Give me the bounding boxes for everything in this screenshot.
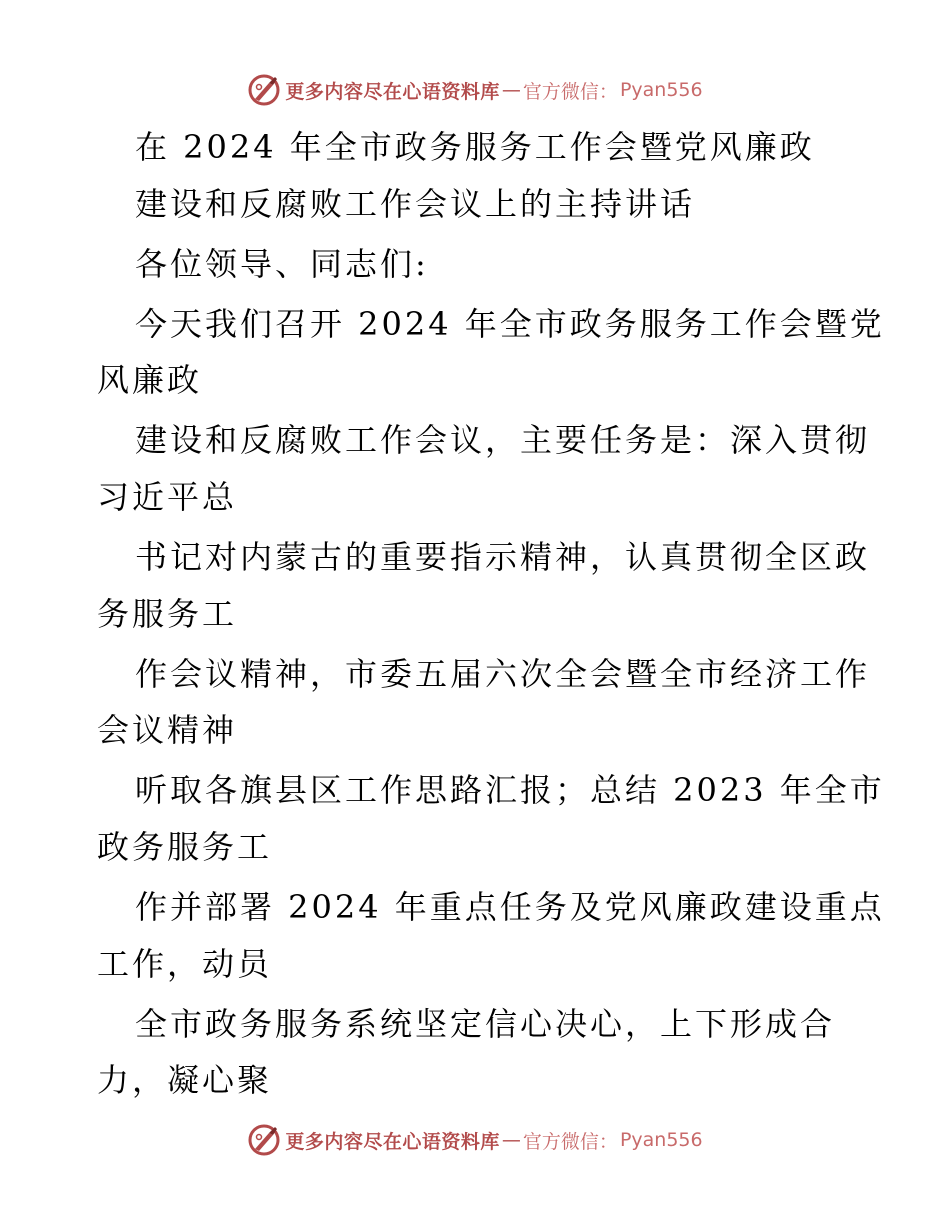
footer-watermark-banner <box>0 1120 950 1160</box>
header-watermark-banner <box>0 70 950 110</box>
paragraph-line: 会议精神 <box>97 711 238 749</box>
banner-wechat-id: Pyan556 <box>619 1129 703 1151</box>
quill-pen-logo-icon <box>247 1123 281 1157</box>
paragraph-line: 听取各旗县区工作思路汇报；总结 2023 年全市 <box>135 771 885 809</box>
banner-wechat-label: 官方微信： <box>522 1130 618 1153</box>
paragraph-line: 务服务工 <box>97 595 238 633</box>
banner-wechat-label: 官方微信： <box>522 80 618 103</box>
paragraph-line: 建设和反腐败工作会议，主要任务是：深入贯彻 <box>135 421 871 459</box>
paragraph-line: 风廉政 <box>97 361 203 399</box>
quill-pen-logo-icon <box>247 73 281 107</box>
banner-dash: — <box>501 1129 521 1151</box>
title-line-2: 建设和反腐败工作会议上的主持讲话 <box>135 185 696 223</box>
banner-wechat-id: Pyan556 <box>619 79 703 101</box>
paragraph-line: 政务服务工 <box>97 828 273 866</box>
paragraph-line: 作会议精神，市委五届六次全会暨全市经济工作 <box>135 655 871 693</box>
paragraph-line: 工作，动员 <box>97 945 273 983</box>
title-line-1: 在 2024 年全市政务服务工作会暨党风廉政 <box>135 128 815 166</box>
paragraph-line: 习近平总 <box>97 478 238 516</box>
banner-dash: — <box>501 79 521 101</box>
paragraph-line: 作并部署 2024 年重点任务及党风廉政建设重点 <box>135 888 885 926</box>
paragraph-line: 全市政务服务系统坚定信心决心，上下形成合 <box>135 1005 836 1043</box>
paragraph-line: 力，凝心聚 <box>97 1061 273 1099</box>
banner-main-text: 更多内容尽在心语资料库 <box>285 1130 500 1153</box>
banner-main-text: 更多内容尽在心语资料库 <box>285 80 500 103</box>
salutation: 各位领导、同志们: <box>135 245 429 283</box>
paragraph-line: 书记对内蒙古的重要指示精神，认真贯彻全区政 <box>135 538 871 576</box>
paragraph-line: 今天我们召开 2024 年全市政务服务工作会暨党 <box>135 305 885 343</box>
